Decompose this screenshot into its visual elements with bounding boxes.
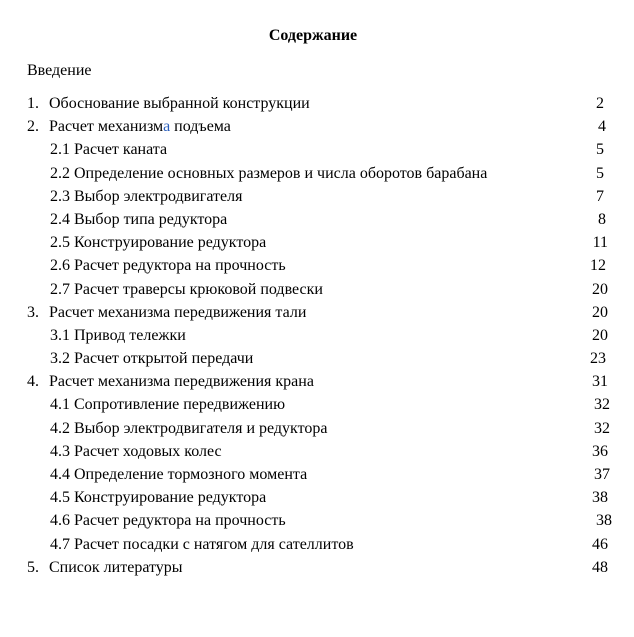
toc-entry-page: 38 [596, 512, 612, 530]
toc-entry [0, 138, 634, 161]
toc-entry-page: 32 [594, 396, 610, 414]
toc-entry-label: 4.5 Конструирование редуктора [50, 489, 267, 507]
toc-entry [0, 486, 634, 509]
toc-entry-page: 12 [590, 257, 606, 275]
toc-entry-number: 2. [27, 118, 39, 136]
toc-entry-number: 1. [27, 95, 39, 112]
toc-entry [0, 417, 634, 440]
toc-entry-page: 23 [590, 350, 606, 368]
toc-entry [0, 254, 634, 277]
toc-entry [0, 231, 634, 254]
toc-entry-number: 4. [27, 373, 39, 391]
toc-entry-label: 2.7 Расчет траверсы крюковой подвески [50, 280, 323, 298]
toc-entry [0, 278, 634, 301]
toc-entry-page: 8 [598, 210, 606, 228]
toc-entry [0, 463, 634, 486]
toc-entry [0, 92, 634, 115]
toc-entry-label: 3.1 Привод тележки [50, 326, 186, 344]
toc-entry-label: 2.4 Выбор типа редуктора [50, 210, 228, 228]
toc-entry [0, 208, 634, 231]
toc-entry-label: 4.3 Расчет ходовых колес [50, 442, 222, 460]
toc-entry-page: 5 [596, 141, 604, 159]
toc-entry-page: 32 [594, 419, 610, 437]
toc-entry-label: 4.7 Расчет посадки с натягом для сателлитов [50, 535, 354, 553]
toc-entry-page: 36 [592, 442, 608, 460]
toc-entry [0, 440, 634, 463]
toc-entry [0, 556, 634, 579]
toc-entry [0, 370, 634, 393]
toc-entry-page: 38 [592, 489, 608, 507]
page-title: Содержание [268, 27, 358, 44]
toc-entry [0, 115, 634, 138]
toc-entry [0, 162, 634, 185]
toc-entry-page: 4 [598, 118, 606, 136]
toc-entry-page: 46 [592, 535, 608, 553]
toc-entry [0, 301, 634, 324]
toc-entry-label: 2.5 Конструирование редуктора [50, 234, 267, 252]
toc-entry [0, 324, 634, 347]
toc-entry-label: 2.2 Определение основных размеров и числа оборотов барабана [50, 164, 488, 182]
toc-entry-label: 2.1 Расчет каната [50, 141, 168, 159]
toc-entry-page: 2 [596, 95, 604, 112]
toc-entry-page: 37 [594, 466, 610, 483]
toc-entry-page: 7 [596, 187, 604, 205]
toc-entry [0, 509, 634, 532]
toc-entry-number: 5. [27, 558, 39, 576]
toc-entry-label: 4.1 Сопротивление передвижению [50, 396, 286, 414]
toc-entry-label: Обоснование выбранной конструкции [49, 95, 310, 112]
toc-entry [0, 347, 634, 370]
toc-entry-page: 20 [592, 326, 608, 344]
toc-entry-label: 4.6 Расчет редуктора на прочность [50, 512, 286, 530]
toc-entry [0, 185, 634, 208]
toc-entry-label: Расчет механизма передвижения крана [49, 373, 314, 391]
toc-entry-label-after: подъема [170, 118, 231, 136]
toc-entry-page: 20 [592, 280, 608, 298]
toc-entry-label: Список литературы [49, 558, 183, 576]
toc-entry-label [49, 115, 231, 138]
toc-entry-label: 3.2 Расчет открытой передачи [50, 350, 254, 368]
toc-entry-page: 48 [592, 558, 608, 576]
toc-entry-label: 4.2 Выбор электродвигателя и редуктора [50, 419, 328, 437]
toc-entry-label: 2.6 Расчет редуктора на прочность [50, 257, 286, 275]
toc-entry-number: 3. [27, 303, 39, 321]
toc-entry-label: Расчет механизма передвижения тали [49, 303, 307, 321]
toc-entry-page: 11 [592, 234, 608, 252]
toc-entry-label-highlight: а [163, 118, 171, 136]
toc-entry-label-before: Расчет механизм [49, 118, 164, 136]
toc-entry-page: 20 [592, 303, 608, 321]
toc-entry [0, 533, 634, 556]
toc-entry-label: 4.4 Определение тормозного момента [50, 466, 308, 483]
table-of-contents [0, 92, 634, 579]
toc-entry-page: 5 [596, 164, 604, 182]
toc-entry-page: 31 [592, 373, 608, 391]
toc-entry [0, 393, 634, 416]
toc-entry-label: 2.3 Выбор электродвигателя [50, 187, 243, 205]
toc-intro: Введение [27, 62, 92, 79]
